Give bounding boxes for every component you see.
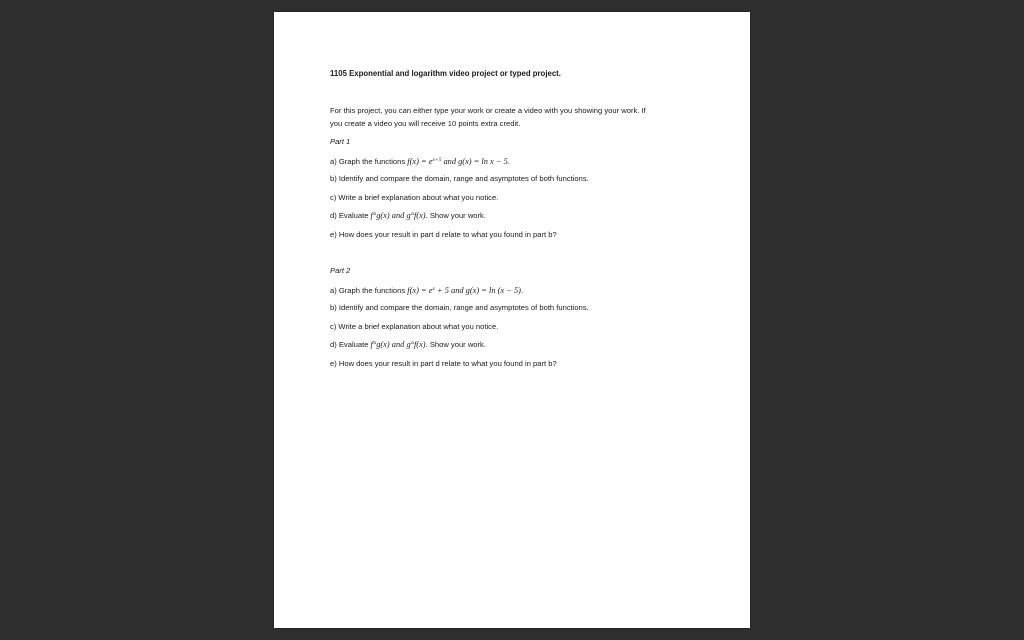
part2-question-b: b) Identify and compare the domain, range and asymptotes of both functions.	[330, 303, 589, 312]
document-page	[274, 12, 750, 628]
part2-question-a	[330, 284, 523, 296]
part1-a-math2: and g(x) = ln x − 5	[441, 157, 508, 166]
part2-a-text: a) Graph the functions	[330, 286, 408, 295]
document-title: 1105 Exponential and logarithm video project or typed project.	[330, 69, 561, 78]
intro-line-2: you create a video you will receive 10 points extra credit.	[330, 119, 521, 128]
part2-a-math2: + 5 and g(x) = ln (x − 5)	[434, 286, 521, 295]
part1-a-text: a) Graph the functions	[330, 157, 408, 166]
part1-a-exponent: x+5	[432, 157, 442, 163]
part1-question-e: e) How does your result in part d relate to what you found in part b?	[330, 230, 557, 239]
part2-a-exponent: x	[432, 286, 435, 292]
part1-question-b: b) Identify and compare the domain, range and asymptotes of both functions.	[330, 174, 589, 183]
part2-d-math: f°g(x) and g°f(x)	[370, 340, 426, 349]
part1-a-end: .	[507, 157, 510, 166]
part2-d-text: d) Evaluate	[330, 340, 371, 349]
part2-question-d	[330, 340, 486, 350]
part2-question-c: c) Write a brief explanation about what you notice.	[330, 322, 499, 331]
part1-a-math: f(x) = e	[407, 157, 433, 166]
part1-d-end: . Show your work.	[425, 211, 486, 220]
part1-d-math: f°g(x) and g°f(x)	[370, 211, 426, 220]
part1-heading: Part 1	[330, 137, 351, 146]
part2-a-end: .	[520, 286, 524, 295]
part2-d-end: . Show your work.	[425, 340, 486, 349]
part1-d-text: d) Evaluate	[330, 211, 371, 220]
part1-question-d	[330, 211, 486, 221]
part1-question-c: c) Write a brief explanation about what you notice.	[330, 193, 499, 202]
part1-question-a	[330, 155, 510, 167]
intro-line-1: For this project, you can either type your work or create a video with you showing your work. If	[330, 106, 646, 115]
part2-question-e: e) How does your result in part d relate to what you found in part b?	[330, 359, 557, 368]
part2-a-math: f(x) = e	[407, 286, 433, 295]
part2-heading: Part 2	[330, 266, 351, 275]
